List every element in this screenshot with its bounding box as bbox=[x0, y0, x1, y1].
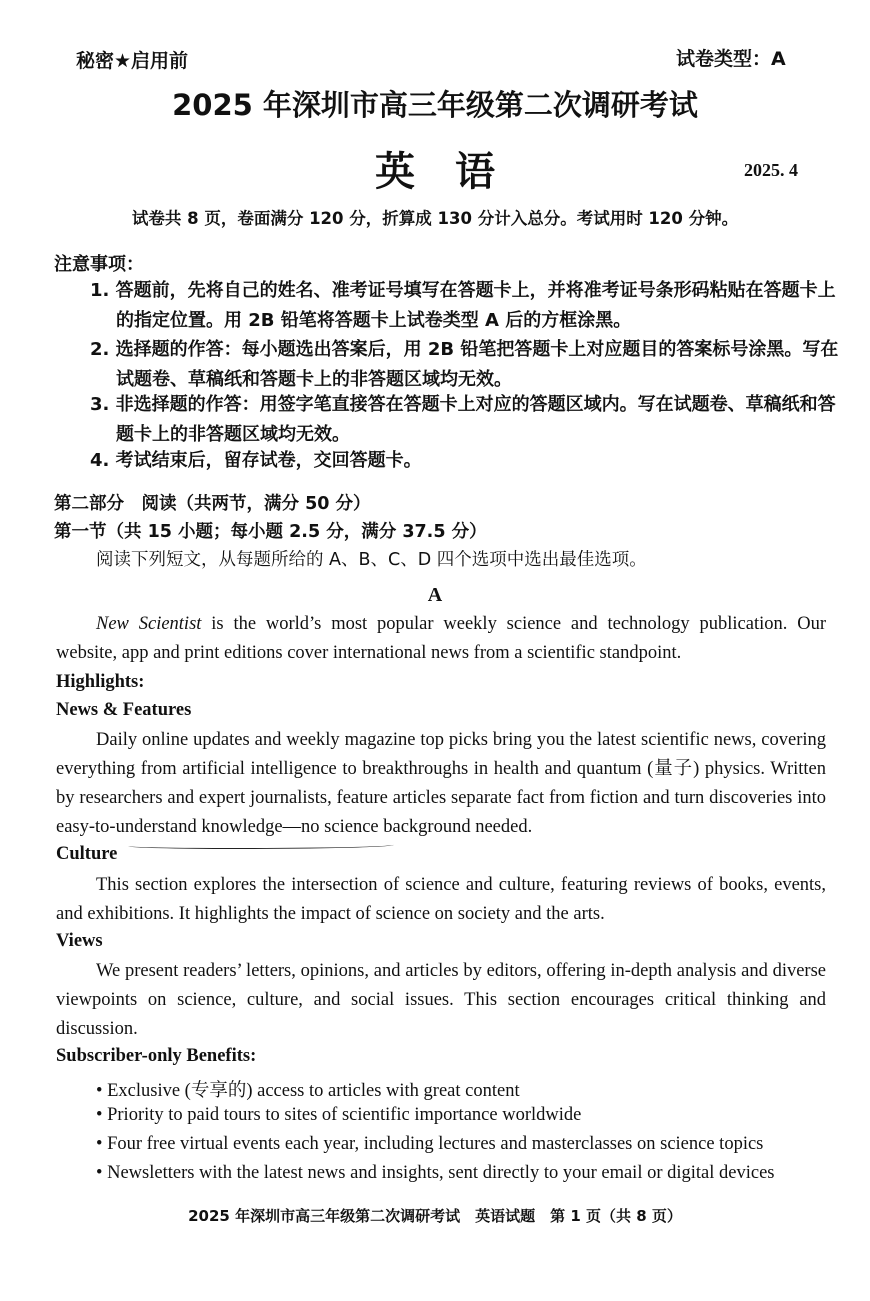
benefit-item: • Newsletters with the latest news and insights, sent directly to your email or digital devices bbox=[96, 1163, 775, 1183]
highlights-heading: Highlights: bbox=[56, 672, 145, 692]
note-item: 1. 答题前，先将自己的姓名、准考证号填写在答题卡上，并将准考证号条形码粘贴在答题卡上的指定位置。用 2B 铅笔将答题卡上试卷类型 A 后的方框涂黑。 bbox=[90, 280, 836, 331]
benefit-item: • Exclusive (专享的) access to articles with great content bbox=[96, 1081, 520, 1101]
part-heading: 第二部分 阅读（共两节，满分 50 分） bbox=[54, 494, 371, 514]
notes-title: 注意事项： bbox=[54, 254, 144, 275]
page-footer: 2025 年深圳市高三年级第二次调研考试 英语试题 第 1 页（共 8 页） bbox=[188, 1207, 682, 1225]
pen-underline bbox=[128, 842, 394, 849]
culture-heading: Culture bbox=[56, 844, 118, 864]
confidential-label: 秘密★启用前 bbox=[76, 50, 189, 72]
reading-instruction: 阅读下列短文，从每题所给的 A、B、C、D 四个选项中选出最佳选项。 bbox=[96, 550, 647, 570]
benefit-item: • Priority to paid tours to sites of scientific importance worldwide bbox=[96, 1105, 582, 1125]
note-item: 4. 考试结束后，留存试卷，交回答题卡。 bbox=[90, 450, 422, 471]
exam-title: 2025 年深圳市高三年级第二次调研考试 bbox=[172, 88, 698, 122]
intro-text: is the world’s most popular weekly science and technology publication. Our website, app and print editions cover international news from a scientific standpoint. bbox=[56, 614, 826, 663]
subsection-heading: 第一节（共 15 小题；每小题 2.5 分，满分 37.5 分） bbox=[54, 522, 487, 542]
publication-name: New Scientist bbox=[96, 614, 202, 634]
benefits-heading: Subscriber-only Benefits: bbox=[56, 1046, 257, 1066]
benefit-item: • Four free virtual events each year, including lectures and masterclasses on science topics bbox=[96, 1134, 764, 1154]
exam-summary: 试卷共 8 页，卷面满分 120 分，折算成 130 分计入总分。考试用时 120 分钟。 bbox=[131, 209, 739, 228]
paper-type-label: 试卷类型：A bbox=[676, 48, 786, 70]
note-item: 3. 非选择题的作答：用签字笔直接答在答题卡上对应的答题区域内。写在试题卷、草稿纸和答题卡上的非答题区域均无效。 bbox=[90, 394, 836, 445]
subject-title: 英 语 bbox=[375, 149, 495, 195]
culture-paragraph: This section explores the intersection of science and culture, featuring reviews of books, events, and exhibitions. It highlights the impact of science on society and the arts. bbox=[56, 875, 826, 924]
news-heading: News & Features bbox=[56, 700, 192, 720]
views-paragraph: We present readers’ letters, opinions, and articles by editors, offering in-depth analysis and diverse viewpoints on science, culture, and social issues. This section encourages critical thinking and discussion. bbox=[56, 961, 826, 1039]
note-item: 2. 选择题的作答：每小题选出答案后，用 2B 铅笔把答题卡上对应题目的答案标号涂黑。写在试题卷、草稿纸和答题卡上的非答题区域均无效。 bbox=[90, 339, 839, 390]
news-paragraph: Daily online updates and weekly magazine top picks bring you the latest scientific news, covering everything from artificial intelligence to breakthroughs in health and quantum (量子) physics. Written by researchers and expert journalists, feature articles separate fact from fiction and turn discoveries into easy-to-understand knowledge—no science background needed. bbox=[56, 730, 826, 837]
exam-date: 2025. 4 bbox=[744, 160, 798, 180]
views-heading: Views bbox=[56, 931, 103, 951]
passage-intro bbox=[56, 610, 826, 668]
passage-label: A bbox=[427, 584, 443, 606]
